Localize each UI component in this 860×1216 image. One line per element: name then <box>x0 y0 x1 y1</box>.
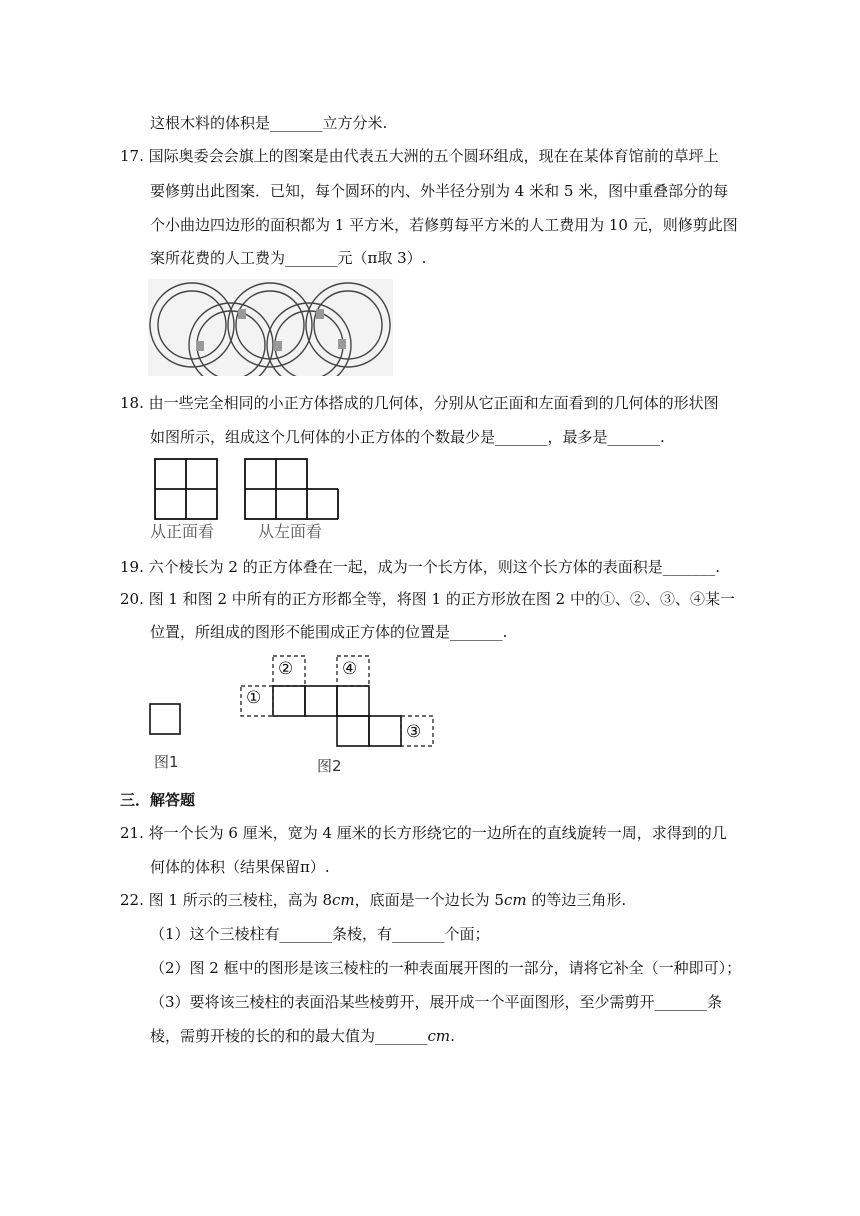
text-line: 这根木料的体积是_______立方分米. <box>150 114 388 132</box>
question-21: 21. 将一个长为 6 厘米，宽为 4 厘米的长方形绕它的一边所在的直线旋转一周，求得到的几 <box>120 824 727 842</box>
subquestion-3: （3）要将该三棱柱的表面沿某些棱剪开，展开成一个平面图形，至少需剪开_______条 <box>150 993 723 1011</box>
unit-text: cm <box>503 891 527 909</box>
question-20: 20. 图 1 和图 2 中所有的正方形都全等，将图 1 的正方形放在图 2 中的①、②、③、④某一 <box>120 590 735 608</box>
subquestion-2: （2）图 2 框中的图形是该三棱柱的一种表面展开图的一部分，请将它补全（一种即可）； <box>150 959 742 977</box>
position-4-label: ④ <box>342 659 358 679</box>
text-line: 要修剪出此图案．已知，每个圆环的内、外半径分别为 4 米和 5 米，图中重叠部分的每 <box>150 182 729 200</box>
text-line <box>150 1026 455 1046</box>
text-line: 位置，所组成的图形不能围成正方体的位置是_______. <box>150 623 508 641</box>
text-segment: ，底面是一个边长为 5 <box>354 891 504 909</box>
fig2-label: 图2 <box>317 757 342 775</box>
text-line: 如图所示，组成这个几何体的小正方体的个数最少是_______，最多是_______. <box>150 428 665 446</box>
unit-text: cm <box>427 1027 451 1045</box>
text-segment: 的等边三角形. <box>526 891 627 909</box>
text-line: 何体的体积（结果保留π）. <box>150 858 330 876</box>
section-heading: 三．解答题 <box>120 791 196 809</box>
question-19: 19. 六个棱长为 2 的正方体叠在一起，成为一个长方体，则这个长方体的表面积是_______. <box>120 558 720 576</box>
left-view-label: 从左面看 <box>258 522 323 541</box>
unit-text: cm <box>332 891 355 909</box>
text-segment: 棱，需剪开棱的长的和的最大值为_______ <box>150 1027 428 1045</box>
position-3-label: ③ <box>406 722 422 742</box>
fig1-label: 图1 <box>154 753 179 771</box>
text-segment: 22. 图 1 所示的三棱柱，高为 8 <box>120 891 333 909</box>
text-segment: . <box>450 1027 455 1045</box>
question-17: 17. 国际奥委会会旗上的图案是由代表五大洲的五个圆环组成，现在在某体育馆前的草坪上 <box>120 147 719 165</box>
question-18: 18. 由一些完全相同的小正方体搭成的几何体，分别从它正面和左面看到的几何体的形状图 <box>120 394 719 412</box>
front-view-label: 从正面看 <box>150 522 215 541</box>
text-line: 案所花费的人工费为_______元（π取 3）. <box>150 249 427 267</box>
position-1-label: ① <box>246 688 262 708</box>
subquestion-1: （1）这个三棱柱有_______条棱，有_______个面； <box>150 925 490 943</box>
text-line: 个小曲边四边形的面积都为 1 平方米，若修剪每平方米的人工费用为 10 元，则修剪此图 <box>150 216 738 234</box>
position-2-label: ② <box>278 659 294 679</box>
olympic-rings-figure <box>148 279 393 376</box>
question-22 <box>120 890 626 910</box>
